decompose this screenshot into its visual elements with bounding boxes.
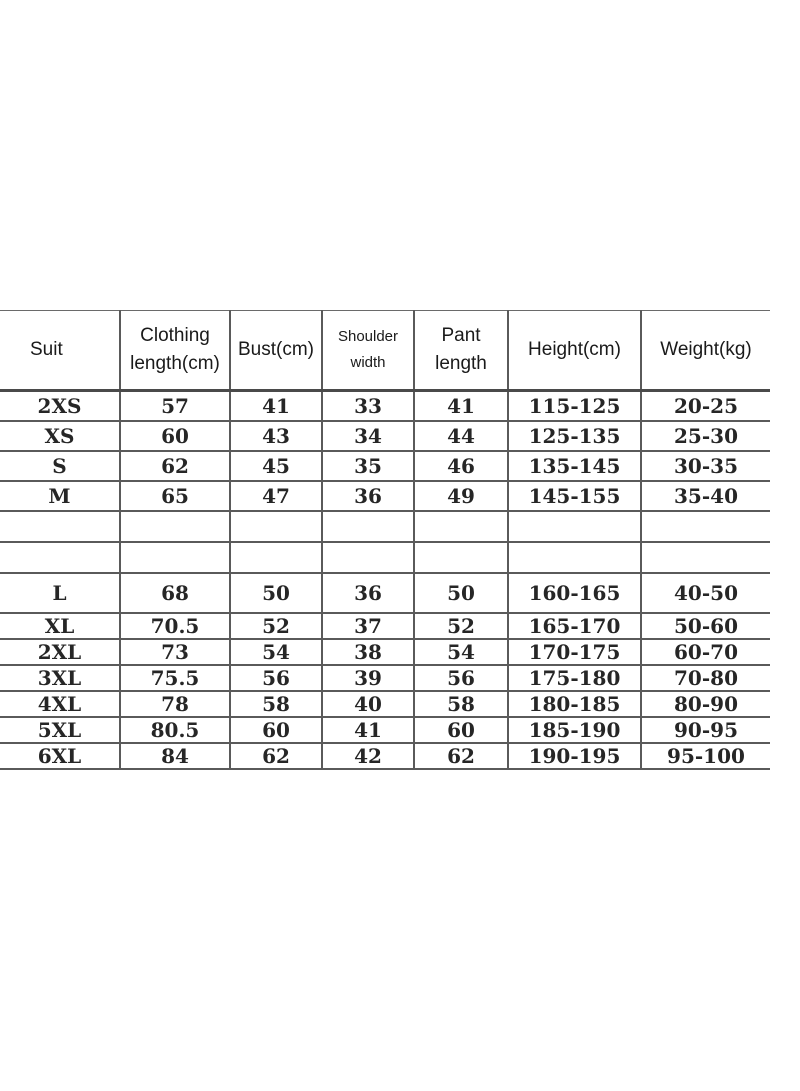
- header-weight: Weight(kg): [641, 311, 770, 391]
- table-cell: 35: [322, 451, 414, 481]
- table-row: [0, 613, 770, 639]
- table-cell: 175-180: [508, 665, 641, 691]
- table-row-empty: [0, 511, 770, 542]
- table-cell: 60: [414, 717, 508, 743]
- table-cell: 41: [322, 717, 414, 743]
- table-cell: 44: [414, 421, 508, 451]
- table-cell: [508, 511, 641, 542]
- table-cell: [120, 542, 230, 573]
- table-cell: M: [0, 481, 120, 511]
- table-cell: 37: [322, 613, 414, 639]
- table-cell: 80-90: [641, 691, 770, 717]
- table-cell: 4XL: [0, 691, 120, 717]
- table-row: [0, 421, 770, 451]
- table-cell: [322, 542, 414, 573]
- table-row: [0, 717, 770, 743]
- table-cell: 70.5: [120, 613, 230, 639]
- table-cell: XL: [0, 613, 120, 639]
- table-cell: [414, 542, 508, 573]
- table-cell: 40: [322, 691, 414, 717]
- table-cell: 40-50: [641, 573, 770, 613]
- header-suit: Suit: [0, 311, 120, 391]
- table-cell: 115-125: [508, 391, 641, 422]
- table-row: [0, 665, 770, 691]
- table-cell: 58: [230, 691, 322, 717]
- table-row: [0, 743, 770, 769]
- table-cell: 46: [414, 451, 508, 481]
- table-cell: 41: [414, 391, 508, 422]
- table-cell: 56: [230, 665, 322, 691]
- table-cell: 6XL: [0, 743, 120, 769]
- table-cell: 33: [322, 391, 414, 422]
- table-cell: 43: [230, 421, 322, 451]
- table-row: [0, 391, 770, 422]
- table-cell: 62: [230, 743, 322, 769]
- table-row-empty: [0, 542, 770, 573]
- table-cell: [414, 511, 508, 542]
- table-cell: 47: [230, 481, 322, 511]
- table-row: [0, 573, 770, 613]
- table-cell: 20-25: [641, 391, 770, 422]
- table-cell: 2XS: [0, 391, 120, 422]
- table-cell: 36: [322, 573, 414, 613]
- table-cell: 50: [230, 573, 322, 613]
- table-cell: 80.5: [120, 717, 230, 743]
- table-cell: 165-170: [508, 613, 641, 639]
- header-pant-length: Pant length: [414, 311, 508, 391]
- table-cell: 41: [230, 391, 322, 422]
- table-cell: 60-70: [641, 639, 770, 665]
- table-cell: 190-195: [508, 743, 641, 769]
- header-height: Height(cm): [508, 311, 641, 391]
- table-cell: 2XL: [0, 639, 120, 665]
- table-cell: 54: [414, 639, 508, 665]
- table-cell: XS: [0, 421, 120, 451]
- table-cell: 70-80: [641, 665, 770, 691]
- table-cell: 62: [414, 743, 508, 769]
- table-cell: [508, 542, 641, 573]
- table-row: [0, 691, 770, 717]
- table-cell: 60: [120, 421, 230, 451]
- table-cell: [120, 511, 230, 542]
- size-chart-table: [0, 310, 770, 770]
- table-row: [0, 451, 770, 481]
- table-cell: 68: [120, 573, 230, 613]
- table-cell: 73: [120, 639, 230, 665]
- table-cell: 35-40: [641, 481, 770, 511]
- table-cell: [641, 511, 770, 542]
- table-cell: 36: [322, 481, 414, 511]
- table-row: [0, 481, 770, 511]
- table-cell: 38: [322, 639, 414, 665]
- table-cell: 57: [120, 391, 230, 422]
- table-cell: 39: [322, 665, 414, 691]
- table-cell: 65: [120, 481, 230, 511]
- table-cell: S: [0, 451, 120, 481]
- table-cell: 95-100: [641, 743, 770, 769]
- table-cell: 52: [230, 613, 322, 639]
- table-cell: [322, 511, 414, 542]
- table-cell: 50: [414, 573, 508, 613]
- table-cell: 78: [120, 691, 230, 717]
- table-cell: 30-35: [641, 451, 770, 481]
- table-cell: 75.5: [120, 665, 230, 691]
- table-cell: 45: [230, 451, 322, 481]
- table-cell: 180-185: [508, 691, 641, 717]
- table-cell: 90-95: [641, 717, 770, 743]
- table-cell: [0, 542, 120, 573]
- table-cell: [641, 542, 770, 573]
- table-cell: 54: [230, 639, 322, 665]
- table-cell: 34: [322, 421, 414, 451]
- table-cell: L: [0, 573, 120, 613]
- table-cell: 3XL: [0, 665, 120, 691]
- table-cell: [0, 511, 120, 542]
- table-cell: 135-145: [508, 451, 641, 481]
- header-shoulder-width: Shoulder width: [322, 311, 414, 391]
- table-cell: 42: [322, 743, 414, 769]
- table-cell: 170-175: [508, 639, 641, 665]
- table-cell: 145-155: [508, 481, 641, 511]
- table-cell: 58: [414, 691, 508, 717]
- table-cell: 49: [414, 481, 508, 511]
- table-cell: 84: [120, 743, 230, 769]
- header-bust: Bust(cm): [230, 311, 322, 391]
- table-cell: 5XL: [0, 717, 120, 743]
- table-cell: 185-190: [508, 717, 641, 743]
- table-cell: 50-60: [641, 613, 770, 639]
- table-cell: [230, 511, 322, 542]
- header-row: [0, 311, 770, 391]
- table-cell: 52: [414, 613, 508, 639]
- table-cell: 62: [120, 451, 230, 481]
- table-cell: 56: [414, 665, 508, 691]
- header-clothing-length: Clothing length(cm): [120, 311, 230, 391]
- table-row: [0, 639, 770, 665]
- table-cell: 160-165: [508, 573, 641, 613]
- table-cell: [230, 542, 322, 573]
- table-cell: 125-135: [508, 421, 641, 451]
- table-cell: 60: [230, 717, 322, 743]
- table-cell: 25-30: [641, 421, 770, 451]
